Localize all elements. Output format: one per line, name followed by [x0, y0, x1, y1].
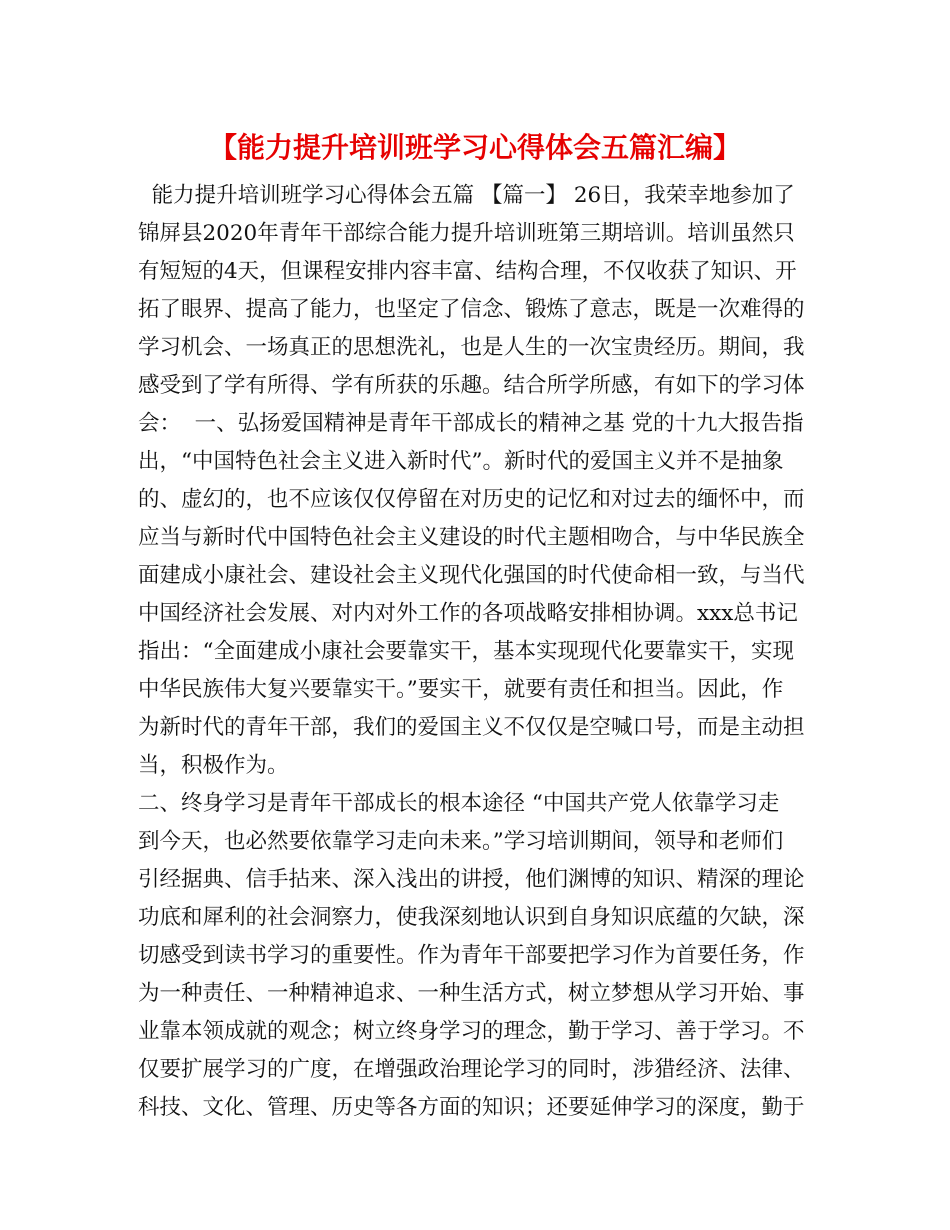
body-line: 仅要扩展学习的广度，在增强政治理论学习的同时，涉猎经济、法律、 [138, 1057, 805, 1082]
body-line: 科技、文化、管理、历史等各方面的知识；还要延伸学习的深度，勤于 [138, 1095, 805, 1120]
body-line: 能力提升培训班学习心得体会五篇 【篇一】 26日，我荣幸地参加了 [138, 183, 795, 208]
body-line: 锦屏县2020年青年干部综合能力提升培训班第三期培训。培训虽然只 [138, 221, 795, 246]
body-line: 指出：“全面建成小康社会要靠实干，基本实现现代化要靠实干，实现 [138, 639, 794, 664]
document-title: 【能力提升培训班学习心得体会五篇汇编】 [208, 131, 741, 164]
body-line: 到今天，也必然要依靠学习走向未来。”学习培训期间，领导和老师们 [138, 829, 784, 854]
body-line: 中国经济社会发展、对内对外工作的各项战略安排相协调。xxx总书记 [138, 601, 798, 626]
body-line: 为一种责任、一种精神追求、一种生活方式，树立梦想从学习开始、事 [138, 981, 805, 1006]
body-line: 中华民族伟大复兴要靠实干。”要实干，就要有责任和担当。因此，作 [138, 677, 784, 702]
body-line: 学习机会、一场真正的思想洗礼，也是人生的一次宝贵经历。期间，我 [138, 335, 805, 360]
body-line: 切感受到读书学习的重要性。作为青年干部要把学习作为首要任务，作 [138, 943, 805, 968]
body-line: 有短短的4天，但课程安排内容丰富、结构合理，不仅收获了知识、开 [138, 259, 797, 284]
body-line: 应当与新时代中国特色社会主义建设的时代主题相吻合，与中华民族全 [138, 525, 805, 550]
body-line: 引经据典、信手拈来、深入浅出的讲授，他们渊博的知识、精深的理论 [138, 867, 805, 892]
body-line: 感受到了学有所得、学有所获的乐趣。结合所学所感，有如下的学习体 [138, 373, 805, 398]
body-line: 功底和犀利的社会洞察力，使我深刻地认识到自身知识底蕴的欠缺，深 [138, 905, 805, 930]
body-line: 拓了眼界、提高了能力，也坚定了信念、锻炼了意志，既是一次难得的 [138, 297, 805, 322]
body-line: 为新时代的青年干部，我们的爱国主义不仅仅是空喊口号，而是主动担 [138, 715, 805, 740]
body-line: 会： 一、弘扬爱国精神是青年干部成长的精神之基 党的十九大报告指 [138, 411, 804, 436]
body-line: 当，积极作为。 [138, 753, 289, 778]
body-line: 业靠本领成就的观念；树立终身学习的理念，勤于学习、善于学习。不 [138, 1019, 805, 1044]
document-body [138, 177, 812, 1127]
body-line: 出，“中国特色社会主义进入新时代”。新时代的爱国主义并不是抽象 [138, 449, 784, 474]
body-line: 面建成小康社会、建设社会主义现代化强国的时代使命相一致，与当代 [138, 563, 805, 588]
body-line: 二、终身学习是青年干部成长的根本途径 “中国共产党人依靠学习走 [138, 791, 780, 816]
body-line: 的、虚幻的，也不应该仅仅停留在对历史的记忆和对过去的缅怀中，而 [138, 487, 805, 512]
